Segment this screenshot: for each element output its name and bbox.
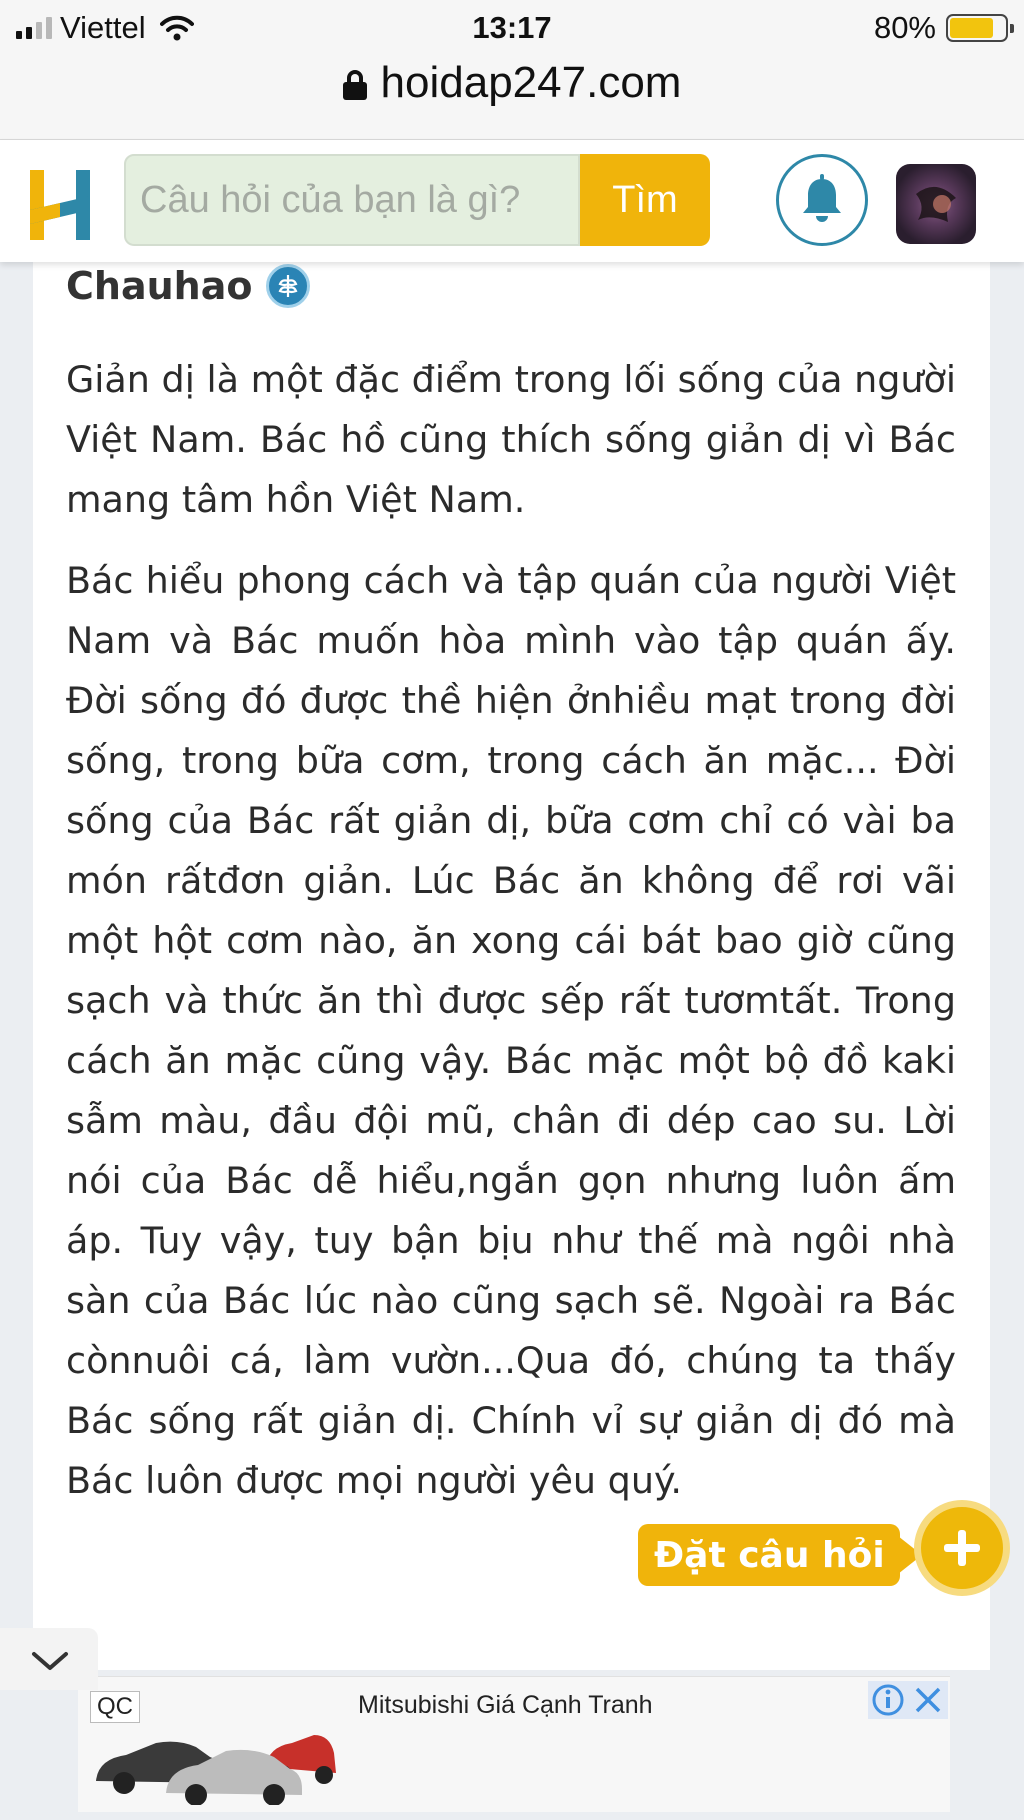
status-bar bbox=[0, 0, 1024, 140]
site-header bbox=[0, 140, 1024, 262]
bell-icon bbox=[779, 157, 865, 243]
author-name[interactable]: Chauhao bbox=[66, 264, 253, 308]
chevron-down-icon bbox=[0, 1628, 98, 1690]
battery-fill bbox=[950, 18, 993, 38]
plus-icon[interactable] bbox=[914, 1500, 1010, 1596]
answer-card bbox=[33, 262, 990, 1670]
ad-title[interactable]: Mitsubishi Giá Cạnh Tranh bbox=[358, 1691, 653, 1719]
answer-paragraph: Giản dị là một đặc điểm trong lối sống của người Việt Nam. Bác hồ cũng thích sống giản dị vì Bác mang tâm hồn Việt Nam. bbox=[66, 358, 956, 521]
rank-badge-icon bbox=[266, 264, 310, 308]
url-text: hoidap247.com bbox=[380, 58, 682, 107]
info-icon[interactable] bbox=[868, 1681, 908, 1719]
answer-body bbox=[66, 350, 956, 1532]
answer-paragraph: Bác hiểu phong cách và tập quán của người Việt Nam và Bác muốn hòa mình vào tập quán ấy. Đời sống đó được thề hiện ởnhiều mạt trong đời sống, trong bữa cơm, trong cách ăn mặc... Đời sống của Bác rất giản dị, bữa cơm chỉ có vài ba món rấtđơn giản. Lúc Bác ăn không để rơi vãi một hột cơm nào, ăn xong cái bát bao giờ cũng sạch và thức ăn thì được sếp rất tươmtất. Trong cách ăn mặc cũng vậy. Bác mặc một bộ đồ kaki sẫm màu, đầu đội mũ, chân đi dép cao su. Lời nói của Bác dễ hiểu,ngắn gọn nhưng luôn ấm áp. Tuy vậy, tuy bận bịu như thế mà ngôi nhà sàn của Bác lúc nào cũng sạch sẽ. Ngoài ra Bác cònnuôi cá, làm vườn...Qua đó, chúng ta thấy Bác sống rất giản dị. Chính vỉ sự giản dị đó mà Bác luôn được mọi người yêu quý. bbox=[66, 559, 956, 1502]
close-icon[interactable] bbox=[908, 1681, 948, 1719]
avatar-image bbox=[896, 164, 976, 244]
ask-question-button[interactable]: Đặt câu hỏi bbox=[638, 1524, 900, 1586]
user-avatar[interactable] bbox=[896, 164, 976, 244]
lock-icon bbox=[343, 70, 367, 100]
ask-question-fab[interactable] bbox=[638, 1500, 1014, 1620]
battery bbox=[874, 10, 1008, 46]
answer-author bbox=[66, 264, 310, 308]
battery-percent: 80% bbox=[873, 10, 936, 45]
ad-banner[interactable] bbox=[78, 1676, 950, 1812]
address-bar[interactable] bbox=[0, 58, 1024, 108]
search-button[interactable]: Tìm bbox=[580, 154, 710, 246]
battery-icon bbox=[946, 14, 1008, 42]
ad-collapse-button[interactable] bbox=[0, 1628, 98, 1690]
notification-button[interactable] bbox=[776, 154, 868, 246]
clock: 13:17 bbox=[472, 10, 552, 45]
ad-badge: QC bbox=[90, 1691, 140, 1723]
search-input[interactable] bbox=[124, 154, 580, 246]
h-logo-icon[interactable] bbox=[30, 170, 96, 240]
carrier-name: Viettel bbox=[60, 10, 146, 45]
